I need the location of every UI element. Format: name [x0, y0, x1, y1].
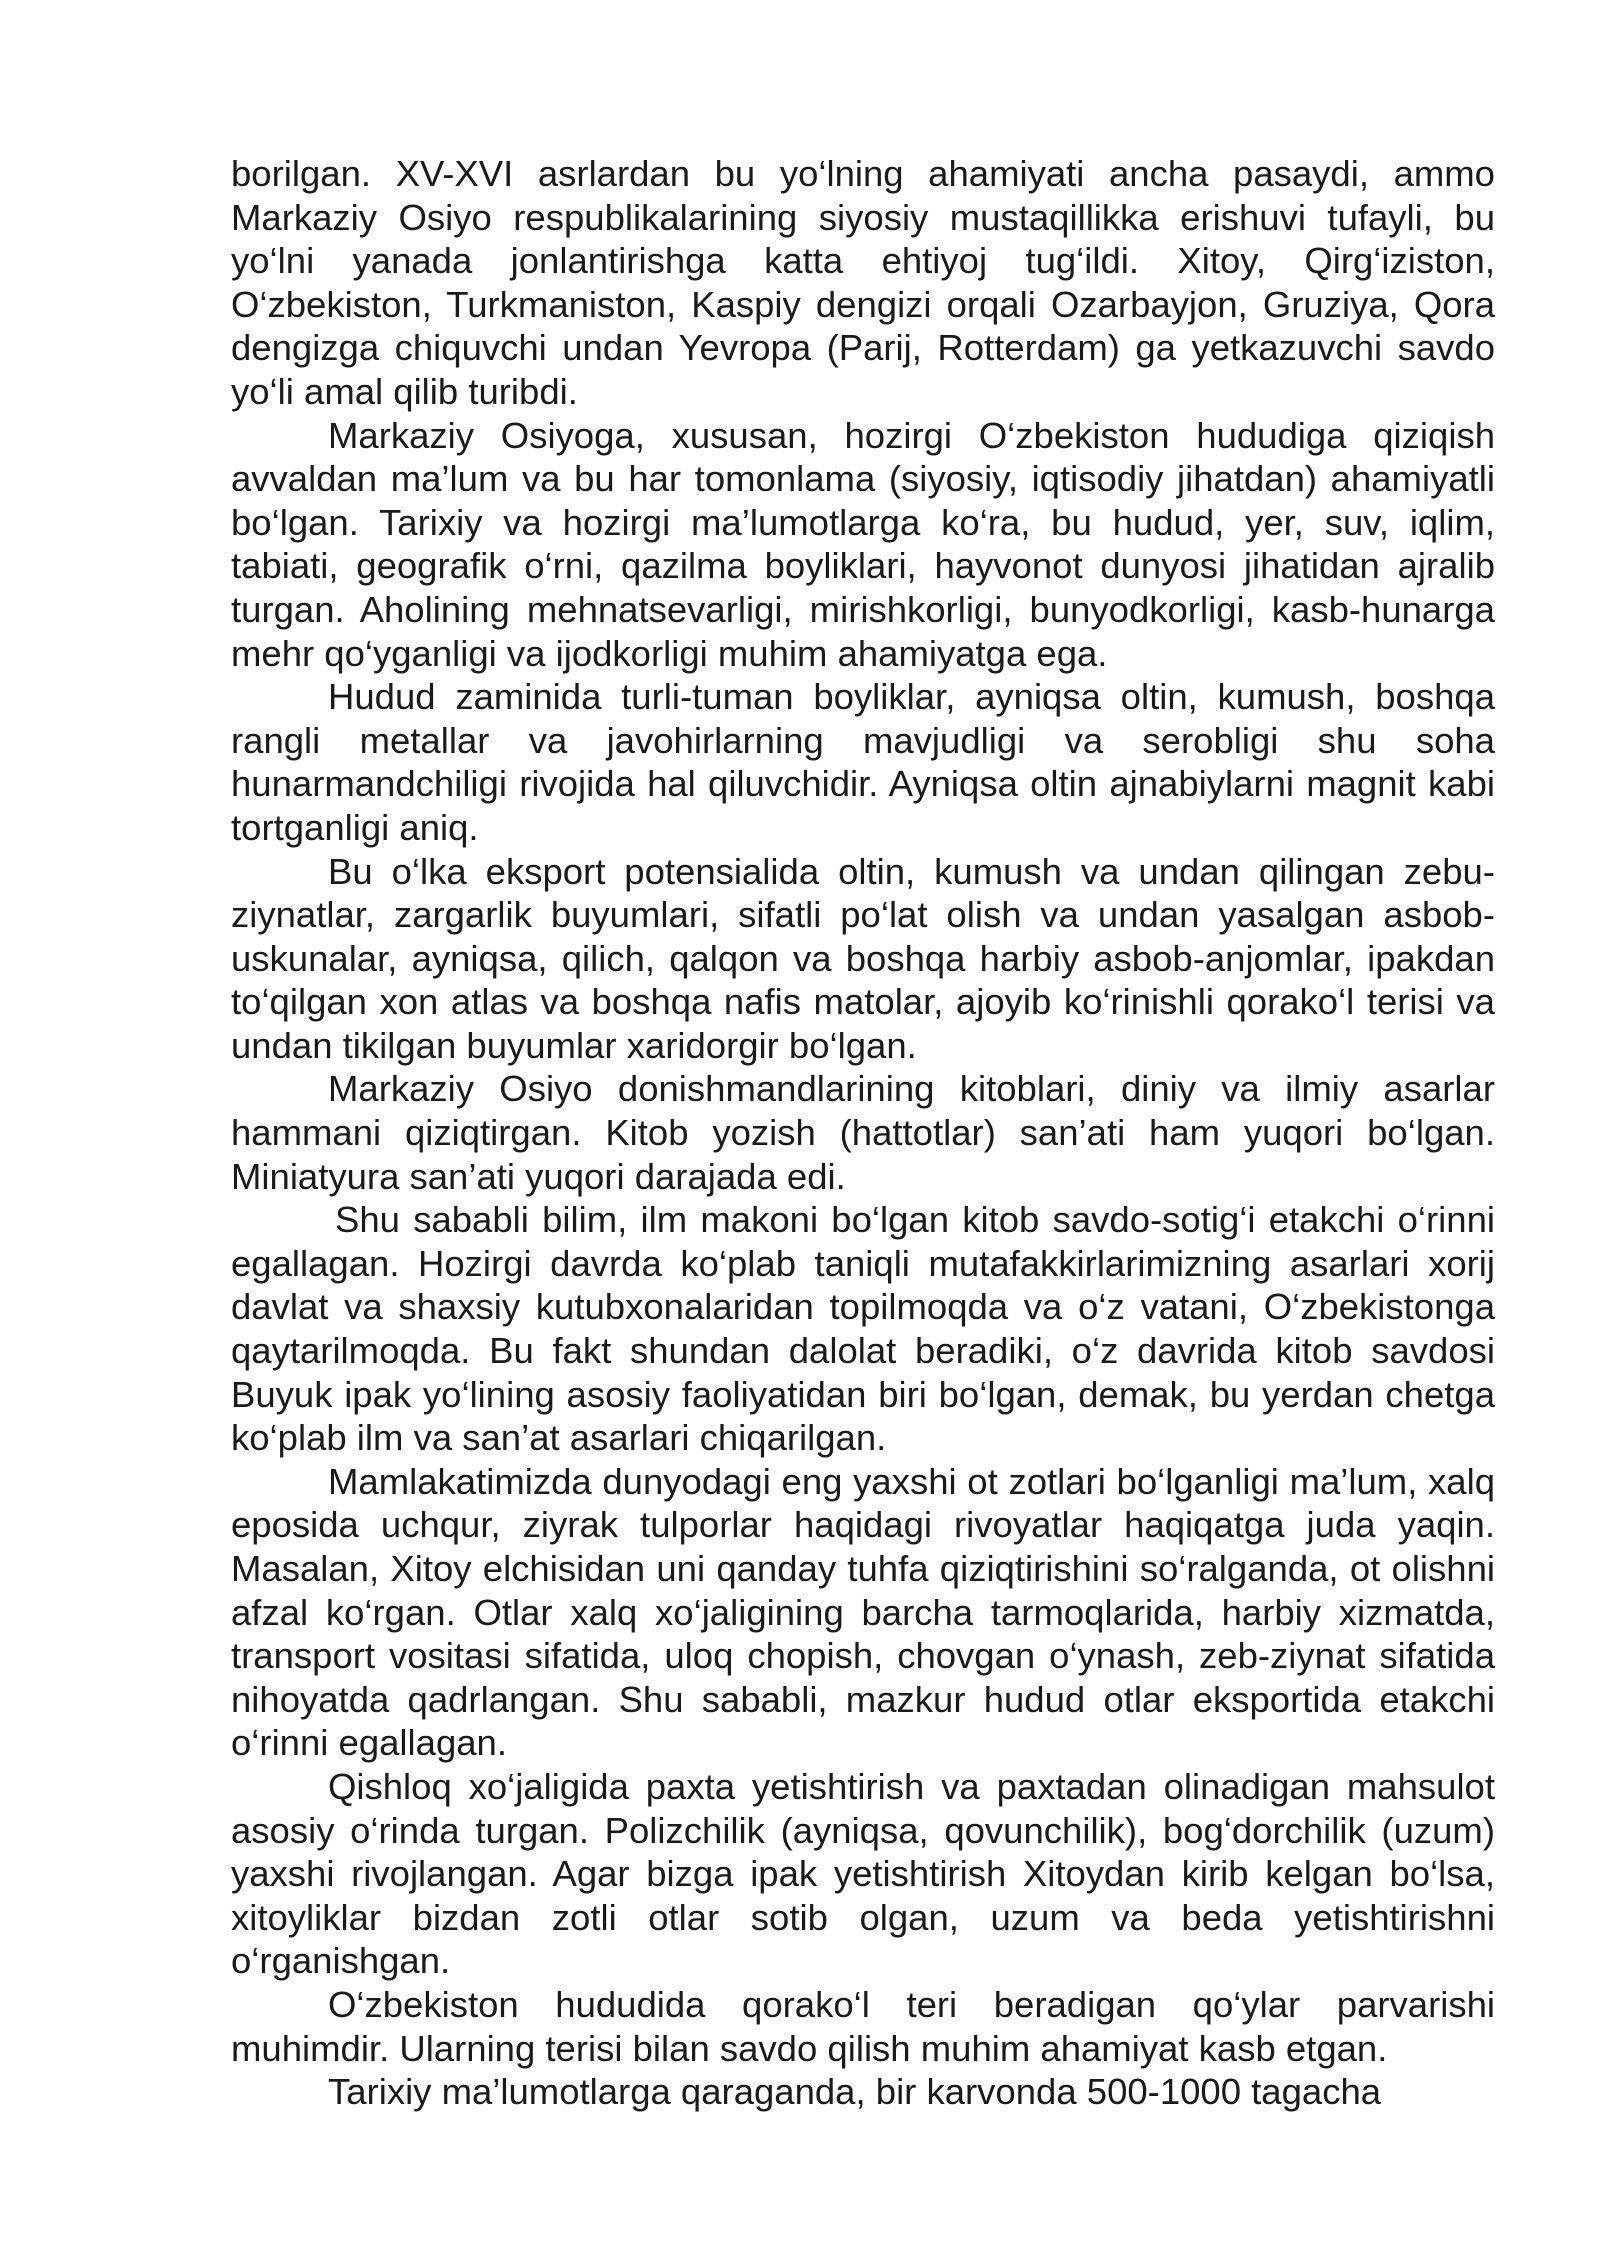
- body-text: [231, 152, 1495, 2114]
- paragraph: Hudud zaminida turli-tuman boyliklar, ayniqsa oltin, kumush, boshqa rangli metallar va javohirlarning mavjudligi va serobligi shu soha hunarmandchiligi rivojida hal qiluvchidir. Ayniqsa oltin ajnabiylarni magnit kabi tortganligi aniq.: [231, 676, 1495, 848]
- paragraph: O‘zbekiston hududida qorako‘l teri beradigan qo‘ylar parvarishi muhimdir. Ularning terisi bilan savdo qilish muhim ahamiyat kasb etgan.: [231, 1983, 1495, 2069]
- paragraph: Qishloq xo‘jaligida paxta yetishtirish va paxtadan olinadigan mahsulot asosiy o‘rinda turgan. Polizchilik (ayniqsa, qovunchilik), bog‘dorchilik (uzum) yaxshi rivojlangan. Agar bizga ipak yetishtirish Xitoydan kirib kelgan bo‘lsa, xitoyliklar bizdan zotli otlar sotib olgan, uzum va beda yetishtirishni o‘rganishgan.: [231, 1765, 1495, 1982]
- paragraph: Bu o‘lka eksport potensialida oltin, kumush va undan qilingan zebu-ziynatlar, zargarlik buyumlari, sifatli po‘lat olish va undan yasalgan asbob-uskunalar, ayniqsa, qilich, qalqon va boshqa harbiy asbob-anjomlar, ipakdan to‘qilgan xon atlas va boshqa nafis matolar, ajoyib ko‘rinishli qorako‘l terisi va undan tikilgan buyumlar xaridorgir bo‘lgan.: [231, 850, 1495, 1066]
- paragraph: Markaziy Osiyoga, xususan, hozirgi O‘zbekiston hududiga qiziqish avvaldan ma’lum va bu har tomonlama (siyosiy, iqtisodiy jihatdan) ahamiyatli bo‘lgan. Tarixiy va hozirgi ma’lumotlarga ko‘ra, bu hudud, yer, suv, iqlim, tabiati, geografik o‘rni, qazilma boyliklari, hayvonot dunyosi jihatidan ajralib turgan. Aholining mehnatsevarligi, mirishkorligi, bunyodkorligi, kasb-hunarga mehr qo‘yganligi va ijodkorligi muhim ahamiyatga ega.: [231, 414, 1495, 674]
- paragraph: Shu sababli bilim, ilm makoni bo‘lgan kitob savdo-sotig‘i etakchi o‘rinni egallagan. Hozirgi davrda ko‘plab taniqli mutafakkirlarimizning asarlari xorij davlat va shaxsiy kutubxonalaridan topilmoqda va o‘z vatani, O‘zbekistonga qaytarilmoqda. Bu fakt shundan dalolat beradiki, o‘z davrida kitob savdosi Buyuk ipak yo‘lining asosiy faoliyatidan biri bo‘lgan, demak, bu yerdan chetga ko‘plab ilm va san’at asarlari chiqarilgan.: [231, 1199, 1495, 1459]
- paragraph: Markaziy Osiyo donishmandlarining kitoblari, diniy va ilmiy asarlar hammani qiziqtirgan. Kitob yozish (hattotlar) san’ati ham yuqori bo‘lgan. Miniatyura san’ati yuqori darajada edi.: [231, 1068, 1495, 1197]
- paragraph: Mamlakatimizda dunyodagi eng yaxshi ot zotlari bo‘lganligi ma’lum, xalq eposida uchqur, ziyrak tulporlar haqidagi rivoyatlar haqiqatga juda yaqin. Masalan, Xitoy elchisidan uni qanday tuhfa qiziqtirishini so‘ralganda, ot olishni afzal ko‘rgan. Otlar xalq xo‘jaligining barcha tarmoqlarida, harbiy xizmatda, transport vositasi sifatida, uloq chopish, chovgan o‘ynash, zeb-ziynat sifatida nihoyatda qadrlangan. Shu sababli, mazkur hudud otlar eksportida etakchi o‘rinni egallagan.: [231, 1460, 1495, 1764]
- paragraph-truncated: Tarixiy ma’lumotlarga qaraganda, bir karvonda 500-1000 tagacha: [328, 2071, 1382, 2113]
- paragraph-continuation: borilgan. XV-XVI asrlardan bu yo‘lning ahamiyati ancha pasaydi, ammo Markaziy Osiyo respublikalarining siyosiy mustaqillikka erishuvi tufayli, bu yo‘lni yanada jonlantirishga katta ehtiyoj tug‘ildi. Xitoy, Qirg‘iziston, O‘zbekiston, Turkmaniston, Kaspiy dengizi orqali Ozarbayjon, Gruziya, Qora dengizga chiquvchi undan Yevropa (Parij, Rotterdam) ga yetkazuvchi savdo yo‘li amal qilib turibdi.: [231, 153, 1495, 412]
